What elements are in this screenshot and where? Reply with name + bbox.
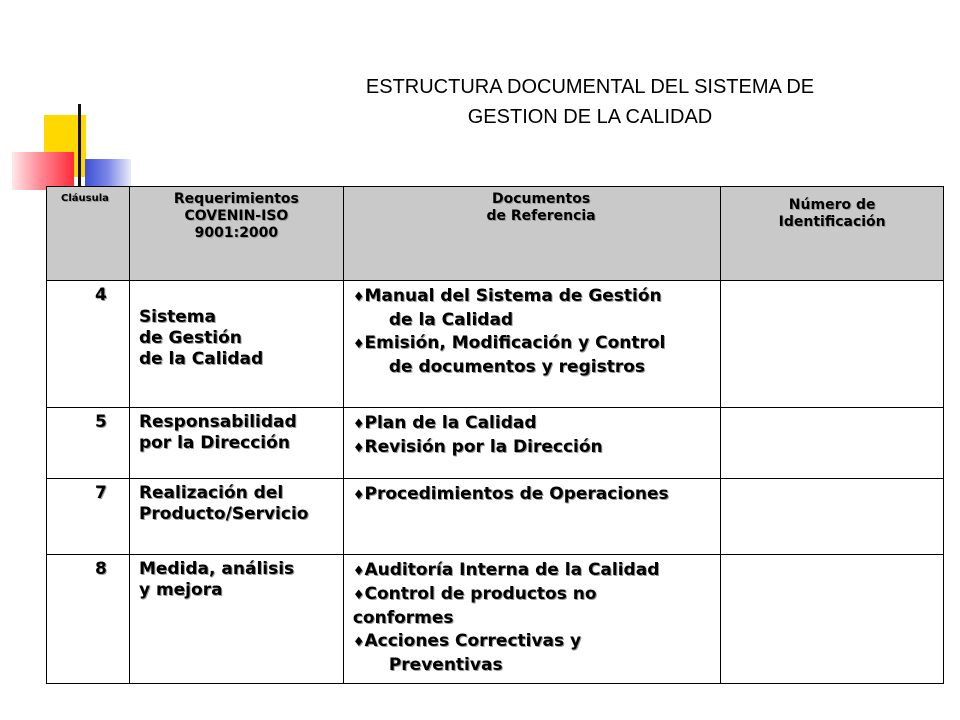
table-row (47, 408, 944, 479)
clause-number: 4 (95, 285, 107, 305)
requirement-text (130, 408, 343, 454)
diamond-bullet-icon: ♦ (352, 635, 365, 650)
decorative-red-gradient-bar (12, 152, 74, 190)
diamond-bullet-icon: ♦ (352, 290, 365, 305)
document-line: de la Calidad (388, 310, 514, 330)
diamond-bullet-icon: ♦ (352, 417, 365, 432)
header-numero-text (721, 187, 943, 231)
id-cell (721, 479, 944, 555)
documents-list (344, 555, 720, 677)
decorative-vertical-line (78, 104, 81, 188)
requirement-text (130, 555, 343, 601)
header-documentos-text (344, 187, 720, 225)
header-doc-line-2: de Referencia (486, 208, 596, 224)
table-header-row (47, 187, 944, 281)
header-doc-line-1: Documentos (491, 191, 591, 207)
document-structure-table (46, 186, 944, 684)
header-num-line-1: Número de (788, 197, 876, 213)
document-line: Manual del Sistema de Gestión (364, 286, 662, 306)
requirement-line: de Gestión (138, 328, 242, 348)
diamond-bullet-icon: ♦ (352, 588, 365, 603)
id-cell (721, 281, 944, 408)
document-line: Acciones Correctivas y (364, 631, 582, 651)
table-row (47, 281, 944, 408)
clause-number: 7 (95, 483, 107, 503)
header-num-line-2: Identificación (778, 214, 886, 230)
diamond-bullet-icon: ♦ (352, 564, 365, 579)
document-line: conformes (352, 608, 454, 628)
diamond-bullet-icon: ♦ (352, 488, 365, 503)
header-documentos (343, 187, 720, 281)
id-cell (721, 555, 944, 684)
title-line-2: GESTION DE LA CALIDAD (467, 106, 713, 128)
requirement-cell (129, 479, 343, 555)
document-line: de documentos y registros (388, 357, 646, 377)
page-title (290, 72, 890, 132)
clause-cell (47, 479, 130, 555)
requirement-line: Producto/Servicio (138, 504, 309, 524)
document-item (353, 483, 720, 507)
diamond-bullet-icon: ♦ (352, 337, 365, 352)
clause-cell (47, 408, 130, 479)
requirement-text (130, 479, 343, 525)
documents-list (344, 479, 720, 507)
header-requerimientos (129, 187, 343, 281)
title-line-1: ESTRUCTURA DOCUMENTAL DEL SISTEMA DE (365, 76, 815, 98)
table-row (47, 479, 944, 555)
requirement-line: Medida, análisis (138, 559, 295, 579)
documents-cell (343, 281, 720, 408)
clause-number: 8 (95, 559, 107, 579)
id-cell (721, 408, 944, 479)
document-item (353, 559, 720, 583)
requirement-line: de la Calidad (138, 349, 264, 369)
document-line: Auditoría Interna de la Calidad (364, 560, 660, 580)
requirement-cell (129, 555, 343, 684)
documents-list (344, 408, 720, 460)
document-line: Preventivas (388, 655, 503, 675)
header-clausula-text: Cláusula (61, 193, 109, 204)
clause-cell (47, 281, 130, 408)
document-line: Plan de la Calidad (364, 413, 537, 433)
document-item (353, 436, 720, 460)
document-line: Emisión, Modificación y Control (364, 333, 666, 353)
requirement-cell (129, 281, 343, 408)
requirement-line: Realización del (138, 483, 284, 503)
requirement-line: Responsabilidad (138, 412, 297, 432)
documents-list (344, 281, 720, 379)
documents-cell (343, 555, 720, 684)
documents-cell (343, 479, 720, 555)
header-numero (721, 187, 944, 281)
header-clausula (47, 187, 130, 281)
clause-number: 5 (95, 412, 107, 432)
requirement-line: y mejora (138, 580, 223, 600)
document-item (353, 412, 720, 436)
header-req-line-2: COVENIN-ISO (184, 208, 289, 224)
requirement-cell (129, 408, 343, 479)
header-req-line-3: 9001:2000 (194, 225, 279, 241)
documents-cell (343, 408, 720, 479)
document-line: Control de productos no (364, 584, 597, 604)
document-item (353, 630, 720, 677)
document-line: Revisión por la Dirección (364, 437, 603, 457)
clause-cell (47, 555, 130, 684)
document-item (353, 332, 720, 379)
document-item (353, 285, 720, 332)
header-requerimientos-text (130, 187, 343, 242)
requirement-line: por la Dirección (138, 433, 290, 453)
requirement-text (130, 281, 343, 370)
diamond-bullet-icon: ♦ (352, 441, 365, 456)
decorative-blue-gradient-bar (85, 159, 131, 189)
requirement-line: Sistema (138, 307, 216, 327)
document-line: Procedimientos de Operaciones (364, 484, 669, 504)
table-row (47, 555, 944, 684)
header-req-line-1: Requerimientos (173, 191, 299, 207)
document-item (353, 583, 720, 630)
